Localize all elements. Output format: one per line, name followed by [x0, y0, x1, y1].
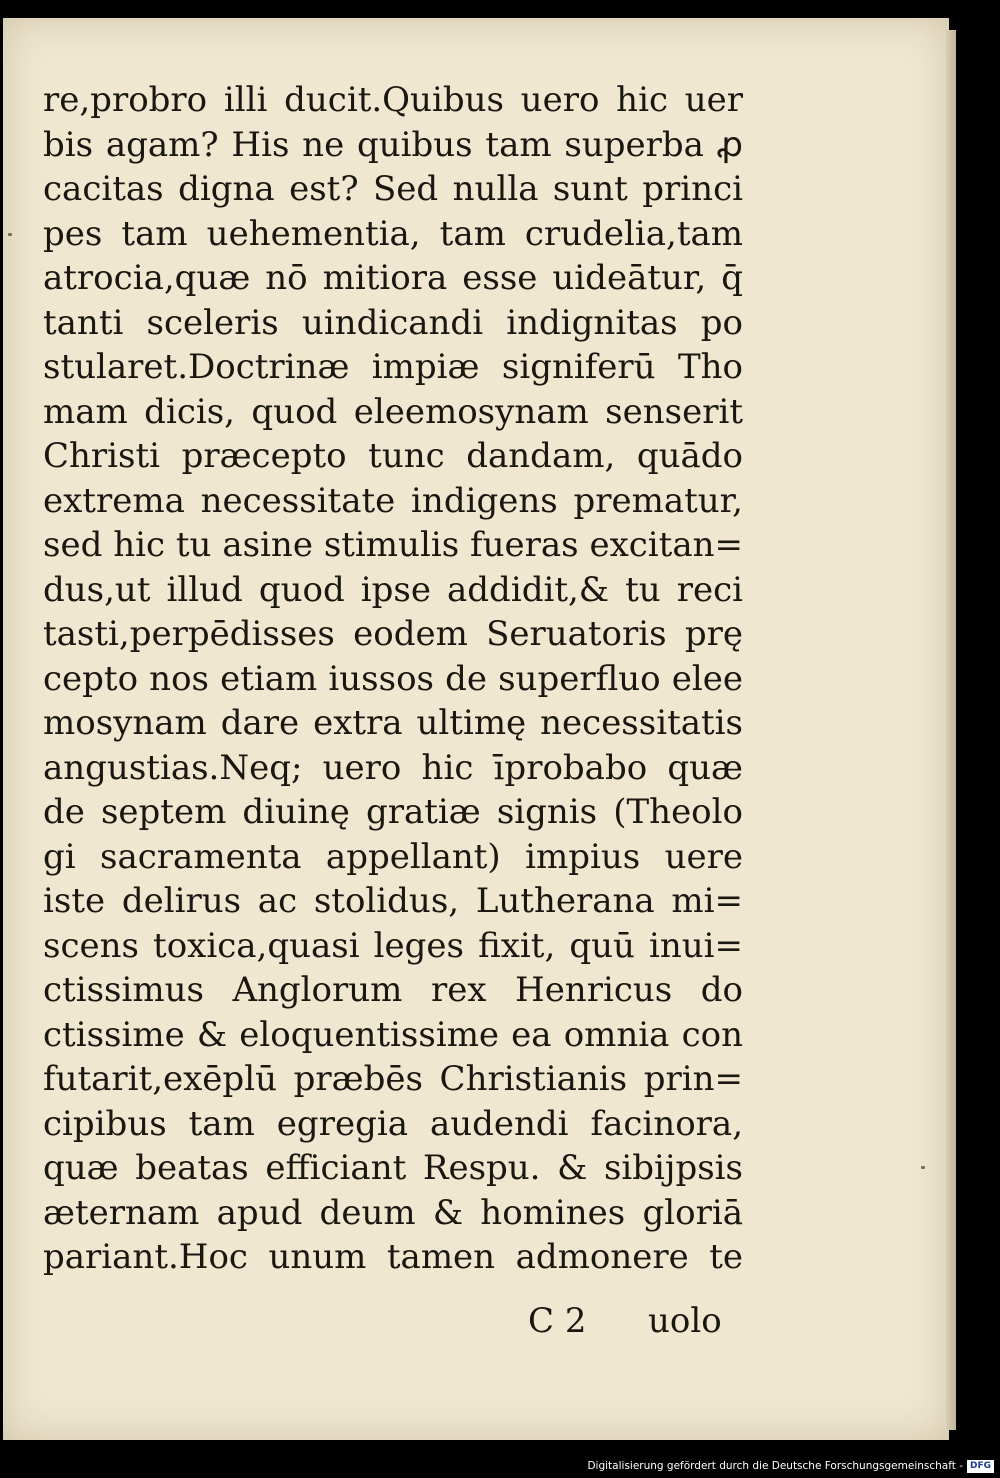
text-block [43, 78, 743, 1280]
text-line: tanti sceleris uindicandi indignitas po [43, 302, 743, 343]
footer-text: Digitalisierung gefördert durch die Deutsche Forschungsgemeinschaft - [587, 1460, 963, 1472]
text-line: extrema necessitate indigens prematur, [43, 480, 743, 521]
text-line: pariant.Hoc unum tamen admonere te [43, 1237, 743, 1277]
text-line: pes tam uehementia, tam crudelia,tam [43, 213, 743, 254]
text-line: cipibus tam egregia audendi facinora, [43, 1103, 743, 1144]
text-line: gi sacramenta appellant) impius uere [43, 836, 743, 877]
text-line: atrocia,quæ nō mitiora esse uideātur, q̄ [43, 258, 743, 298]
text-line: mam dicis, quod eleemosynam senserit [43, 391, 743, 432]
margin-speck [8, 233, 12, 236]
signature-mark: C 2 [528, 1301, 587, 1341]
text-line: tasti,perpēdisses eodem Seruatoris prę [43, 614, 743, 654]
catchword: uolo [648, 1301, 722, 1341]
text-line: cepto nos etiam iussos de superfluo elee [43, 658, 743, 699]
text-line: de septem diuinę gratiæ signis (Theolo [43, 792, 743, 832]
text-line: quæ beatas efficiant Respu. & sibijpsis [43, 1148, 743, 1188]
text-line: dus,ut illud quod ipse addidit,& tu reci [43, 569, 743, 610]
text-line: re,probro illi ducit.Quibus uero hic uer [43, 80, 743, 120]
text-line: bis agam? His ne quibus tam superba ꝓ [43, 124, 743, 165]
margin-speck [921, 1166, 925, 1169]
text-line: stularet.Doctrinæ impiæ signiferū Tho [43, 347, 743, 387]
text-line: sed hic tu asine stimulis fueras excitan= [43, 525, 743, 565]
text-line: æternam apud deum & homines gloriā [43, 1192, 743, 1233]
text-line: scens toxica,quasi leges fixit, quū inui= [43, 925, 743, 966]
digitization-footer [587, 1458, 994, 1474]
text-line: mosynam dare extra ultimę necessitatis [43, 703, 743, 743]
text-line: cacitas digna est? Sed nulla sunt princi [43, 169, 743, 209]
text-line: futarit,exēplū præbēs Christianis prin= [43, 1059, 743, 1099]
text-line: ctissime & eloquentissime ea omnia con [43, 1014, 743, 1055]
paper-page [3, 18, 949, 1440]
signature-line [43, 1299, 743, 1343]
text-line: iste delirus ac stolidus, Lutherana mi= [43, 881, 743, 921]
text-line: ctissimus Anglorum rex Henricus do [43, 970, 743, 1010]
text-line: angustias.Neq; uero hic īprobabo quæ [43, 747, 743, 788]
text-line: Christi præcepto tunc dandam, quādo [43, 436, 743, 476]
page-edge [946, 30, 956, 1430]
dfg-logo: DFG [967, 1460, 994, 1473]
